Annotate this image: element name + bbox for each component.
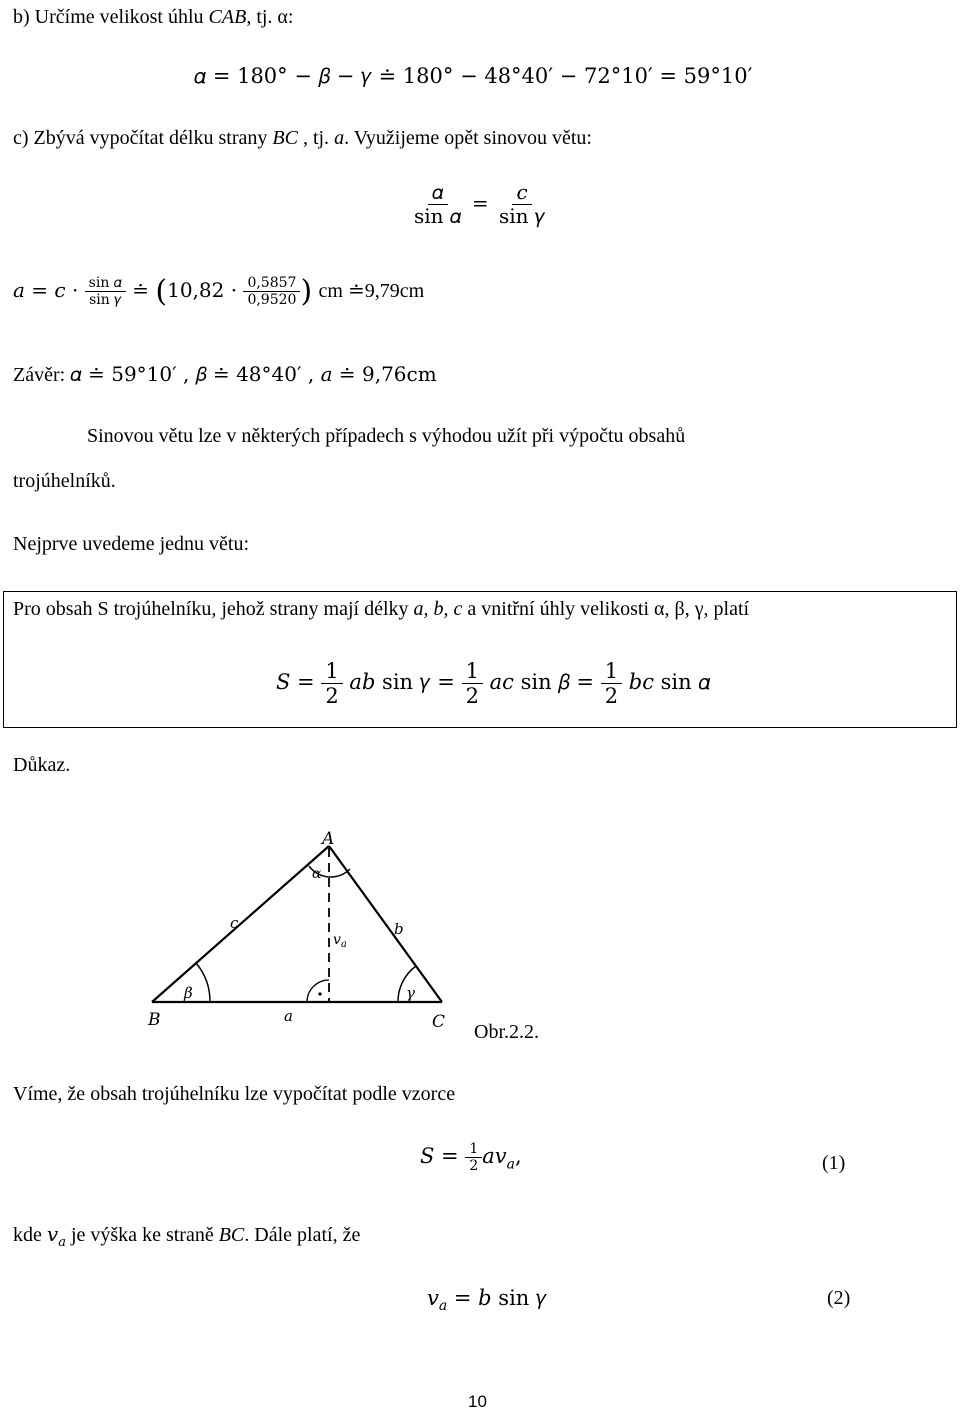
eq1-comma: , <box>515 1144 522 1169</box>
sine-rule-equals: = <box>471 191 489 215</box>
kde-pre: kde <box>13 1224 47 1246</box>
paren-open: ( <box>155 274 168 309</box>
half-den-2: 2 <box>465 684 479 709</box>
theorem-half-2 <box>462 659 483 708</box>
a-equation <box>13 274 424 309</box>
equation-2-number: (2) <box>827 1287 851 1309</box>
eq2-lhs: 𝑣 <box>427 1286 439 1310</box>
part-c-suffix: . Využijeme opět sinovou větu: <box>344 127 592 149</box>
eq1-lhs: 𝑆 = <box>420 1144 459 1169</box>
half-num-2: 1 <box>462 659 483 684</box>
part-b-suffix: , tj. α: <box>246 6 294 28</box>
conclusion-line <box>13 362 437 387</box>
figure-caption: Obr.2.2. <box>474 1021 539 1043</box>
eq2-sub: 𝑎 <box>438 1298 448 1315</box>
part-c-line <box>13 127 592 150</box>
eq1-sub: 𝑎 <box>506 1156 516 1173</box>
kde-side: BC <box>218 1224 245 1246</box>
side-b-line <box>329 846 442 1002</box>
side-b-label: b <box>394 920 404 938</box>
theorem-formula <box>276 659 710 708</box>
eq1-rhs: 𝑎𝑣 <box>482 1144 507 1169</box>
angle-beta-arc <box>196 963 210 1002</box>
intro-line: Nejprve uvedeme jednu větu: <box>13 533 250 555</box>
angle-gamma-label: γ <box>406 984 415 1002</box>
kde-line <box>13 1222 360 1250</box>
equation-2 <box>427 1286 547 1314</box>
proof-label: Důkaz. <box>13 754 71 776</box>
part-c-mid: , tj. <box>297 127 335 149</box>
a-eq-sin-num: sin 𝛼 <box>85 275 126 292</box>
theorem-half-3 <box>601 659 622 708</box>
kde-post: je výška ke straně <box>65 1224 219 1246</box>
side-a-label: a <box>284 1007 293 1025</box>
right-angle-arc <box>307 980 329 1002</box>
part-b-prefix: b) Určíme velikost úhlu <box>13 6 209 28</box>
theorem-term-1: 𝑎𝑏 sin 𝛾 = <box>349 670 455 695</box>
half-num-1: 1 <box>321 659 342 684</box>
half-num-3: 1 <box>601 659 622 684</box>
eq2-rhs: = 𝑏 sin 𝛾 <box>447 1286 547 1310</box>
part-b-angle: CAB <box>208 6 247 28</box>
conclusion-text: 𝛼 ≐ 59°10′ , 𝛽 ≐ 48°40′ , 𝑎 ≐ 9,76cm <box>70 362 437 386</box>
sine-rule-den-1: sin 𝛼 <box>414 204 462 228</box>
theorem-text-a: Pro obsah S trojúhelníku, jehož strany mají délky <box>13 598 414 620</box>
part-c-side: BC <box>272 127 298 149</box>
part-b-line <box>13 6 293 29</box>
sine-rule <box>410 181 549 228</box>
conclusion-label: Závěr: <box>13 364 71 386</box>
theorem-term-2: 𝑎𝑐 sin 𝛽 = <box>489 670 595 695</box>
kde-end: . Dále platí, že <box>244 1224 361 1246</box>
sine-rule-fraction-1 <box>410 181 465 228</box>
half-den-1: 2 <box>325 684 339 709</box>
paragraph-line-2: trojúhelníků. <box>13 470 116 492</box>
theorem-text-b: a vnitřní úhly velikosti α, β, γ, platí <box>462 598 750 620</box>
kde-var: 𝑣 <box>46 1222 59 1246</box>
a-eq-sin-fraction <box>85 275 126 308</box>
sine-rule-num-1: 𝛼 <box>428 181 448 205</box>
a-eq-sin-den: sin 𝛾 <box>89 292 122 308</box>
side-c-line <box>152 846 329 1002</box>
alpha-equation: 𝛼 = 180° − 𝛽 − 𝛾 ≐ 180° − 48°40′ − 72°10′ = 59°10′ <box>194 64 753 88</box>
page-number: 10 <box>468 1392 487 1411</box>
right-angle-dot <box>318 992 321 995</box>
height-label-sub: a <box>340 939 347 950</box>
a-eq-lhs: 𝑎 = 𝑐 · <box>13 278 79 302</box>
angle-alpha-label: α <box>312 866 322 882</box>
equation-1 <box>420 1141 522 1174</box>
height-label <box>333 932 347 950</box>
sine-rule-num-2: 𝑐 <box>512 181 531 205</box>
theorem-term-3: 𝑏𝑐 sin 𝛼 <box>628 670 711 695</box>
a-eq-value-num: 0,5857 <box>243 275 300 292</box>
vertex-B-label: B <box>148 1010 161 1030</box>
theorem-half-1 <box>321 659 342 708</box>
a-eq-approx: ≐ <box>132 278 150 302</box>
a-eq-value-den: 0,9520 <box>247 292 297 308</box>
a-eq-value-fraction <box>243 275 300 308</box>
theorem-vars: a, b, c <box>413 598 463 620</box>
paren-close: ) <box>300 274 313 309</box>
triangle-figure <box>140 820 460 1045</box>
equation-1-number: (1) <box>822 1152 846 1174</box>
angle-beta-label: β <box>184 984 193 1002</box>
half-den-3: 2 <box>604 684 619 709</box>
sine-rule-den-2: sin 𝛾 <box>498 204 546 228</box>
theorem-S: 𝑆 = <box>276 670 315 695</box>
kde-sub: 𝑎 <box>58 1235 66 1250</box>
theorem-text <box>13 598 749 621</box>
eq1-half <box>465 1141 482 1174</box>
vertex-A-label: A <box>322 829 335 849</box>
paragraph-line-1: Sinovou větu lze v některých případech s výhodou užít při výpočtu obsahů <box>87 425 686 447</box>
part-c-var: a <box>334 127 345 149</box>
sine-rule-fraction-2 <box>495 181 549 228</box>
height-label-v: v <box>333 932 341 948</box>
a-eq-unit: cm ≐9,79cm <box>318 280 425 302</box>
vertex-C-label: C <box>432 1012 446 1032</box>
part-c-prefix: c) Zbývá vypočítat délku strany <box>13 127 273 149</box>
a-eq-inner: 10,82 · <box>167 278 238 302</box>
side-c-label: c <box>230 914 239 932</box>
eq1-half-den: 2 <box>469 1158 479 1175</box>
eq1-half-num: 1 <box>465 1141 482 1158</box>
area-text: Víme, že obsah trojúhelníku lze vypočítat podle vzorce <box>13 1083 456 1105</box>
